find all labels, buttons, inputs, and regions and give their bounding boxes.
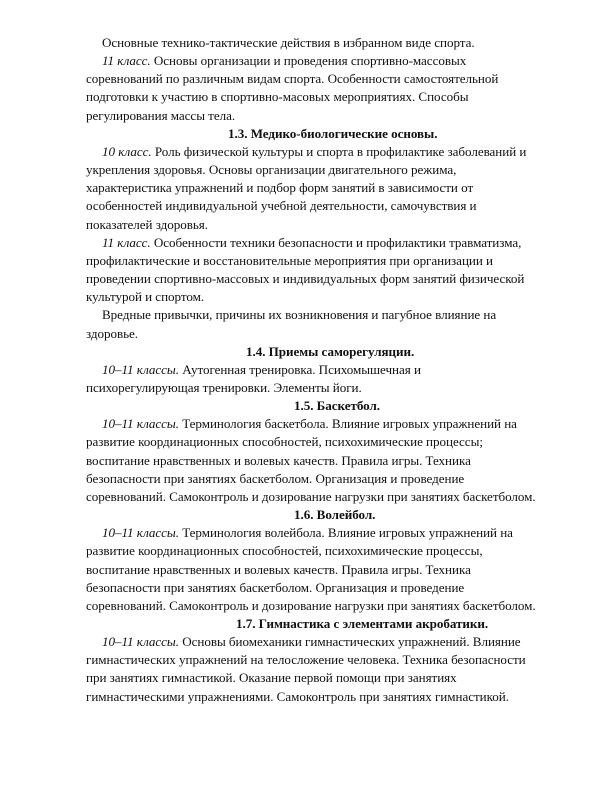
text-line: [86, 688, 538, 706]
text-line: [86, 88, 538, 106]
text-line: [86, 633, 538, 651]
text-line: [86, 216, 538, 234]
line-text: гимнастическими упражнениями. Самоконтроль при занятиях гимнастикой.: [86, 688, 509, 704]
text-line: [86, 34, 538, 52]
text-line: [86, 542, 538, 560]
line-text: особенностей индивидуальной учебной деятельности, самочувствия и: [86, 198, 477, 214]
line-text: безопасности при занятиях баскетболом. Организация и проведение: [86, 470, 465, 486]
line-text: здоровье.: [86, 325, 139, 341]
line-text: характеристика упражнений и подбор форм занятий в зависимости от: [86, 180, 474, 196]
line-text: показателей здоровья.: [86, 216, 208, 232]
line-text: Аутогенная тренировка. Психомышечная и: [178, 361, 421, 377]
line-text: Основные технико-тактические действия в избранном виде спорта.: [102, 35, 475, 50]
text-line: [86, 379, 538, 397]
text-line: [86, 252, 538, 270]
text-line: [86, 270, 538, 288]
line-text: соревнований. Самоконтроль и дозирование нагрузки при занятиях баскетболом.: [86, 597, 536, 613]
text-line: [86, 306, 538, 324]
section-heading: [86, 615, 538, 633]
line-text: регулирования массы тела.: [86, 107, 236, 123]
line-text: при занятиях гимнастикой. Оказание первой помощи при занятиях: [86, 670, 457, 686]
grade-label: 11 класс.: [102, 53, 151, 69]
line-text: гимнастических упражнений на телосложение человека. Техника безопасности: [86, 652, 526, 668]
text-line: [86, 579, 538, 597]
text-line: [86, 52, 538, 70]
text-line: [86, 651, 538, 669]
text-line: [86, 234, 538, 252]
line-text: развитие координационных способностей, психохимические процессы,: [86, 543, 483, 559]
line-text: подготовки к участию в спортивно-масовых мероприятиях. Способы: [86, 89, 469, 105]
text-line: [86, 107, 538, 125]
text-line: [86, 361, 538, 379]
line-text: укрепления здоровья. Основы организации двигательного режима,: [86, 162, 457, 178]
text-line: [86, 143, 538, 161]
line-text: соревнований по различным видам спорта. Особенности самостоятельной: [86, 71, 499, 87]
line-text: профилактические и восстановительные мероприятия при организации и: [86, 252, 493, 268]
grade-label: 10 класс.: [102, 143, 152, 159]
grade-label: 10–11 классы.: [102, 361, 179, 377]
line-text: 1.3. Медико-биологические основы.: [228, 125, 438, 141]
grade-label: 10–11 классы.: [102, 416, 179, 432]
text-line: [86, 470, 538, 488]
text-line: [86, 488, 538, 506]
text-line: [86, 325, 538, 343]
grade-label: 11 класс.: [102, 234, 151, 250]
line-text: развитие координационных способностей, психохимические процессы;: [86, 434, 483, 450]
text-line: [86, 597, 538, 615]
line-text: Особенности техники безопасности и профилактики травматизма,: [150, 234, 522, 250]
text-line: [86, 561, 538, 579]
line-text: Основы организации и проведения спортивно-массовых: [150, 53, 467, 69]
text-line: [86, 415, 538, 433]
line-text: воспитание нравственных и волевых качеств. Правила игры. Техника: [86, 561, 471, 577]
line-text: проведении спортивно-массовых и индивидуальных форм занятий физической: [86, 271, 525, 287]
section-heading: [86, 125, 538, 143]
line-text: 1.7. Гимнастика с элементами акробатики.: [236, 616, 489, 631]
line-text: Основы биомеханики гимнастических упражнений. Влияние: [178, 634, 521, 650]
text-line: [86, 452, 538, 470]
line-text: воспитание нравственных и волевых качеств. Правила игры. Техника: [86, 452, 471, 468]
text-line: [86, 70, 538, 88]
text-line: [86, 179, 538, 197]
document-page: [86, 34, 538, 706]
line-text: Вредные привычки, причины их возникновения и пагубное влияние на: [102, 307, 497, 323]
line-text: Терминология волейбола. Влияние игровых упражнений на: [178, 525, 513, 541]
grade-label: 10–11 классы.: [102, 525, 179, 541]
grade-label: 10–11 классы.: [102, 634, 179, 650]
text-line: [86, 433, 538, 451]
section-heading: [86, 397, 538, 415]
line-text: Терминология баскетбола. Влияние игровых упражнений на: [178, 416, 517, 432]
line-text: соревнований. Самоконтроль и дозирование нагрузки при занятиях баскетболом.: [86, 488, 536, 504]
line-text: Роль физической культуры и спорта в профилактике заболеваний и: [151, 143, 527, 159]
line-text: 1.4. Приемы саморегуляции.: [246, 343, 415, 359]
line-text: культурой и спортом.: [86, 289, 205, 305]
line-text: безопасности при занятиях баскетболом. Организация и проведение: [86, 579, 465, 595]
line-text: 1.6. Волейбол.: [294, 507, 376, 523]
text-line: [86, 161, 538, 179]
section-heading: [86, 506, 538, 524]
text-line: [86, 197, 538, 215]
text-line: [86, 669, 538, 687]
line-text: психорегулирующая тренировки. Элементы йоги.: [86, 379, 362, 395]
text-line: [86, 288, 538, 306]
line-text: 1.5. Баскетбол.: [294, 398, 381, 414]
text-line: [86, 524, 538, 542]
section-heading: [86, 343, 538, 361]
